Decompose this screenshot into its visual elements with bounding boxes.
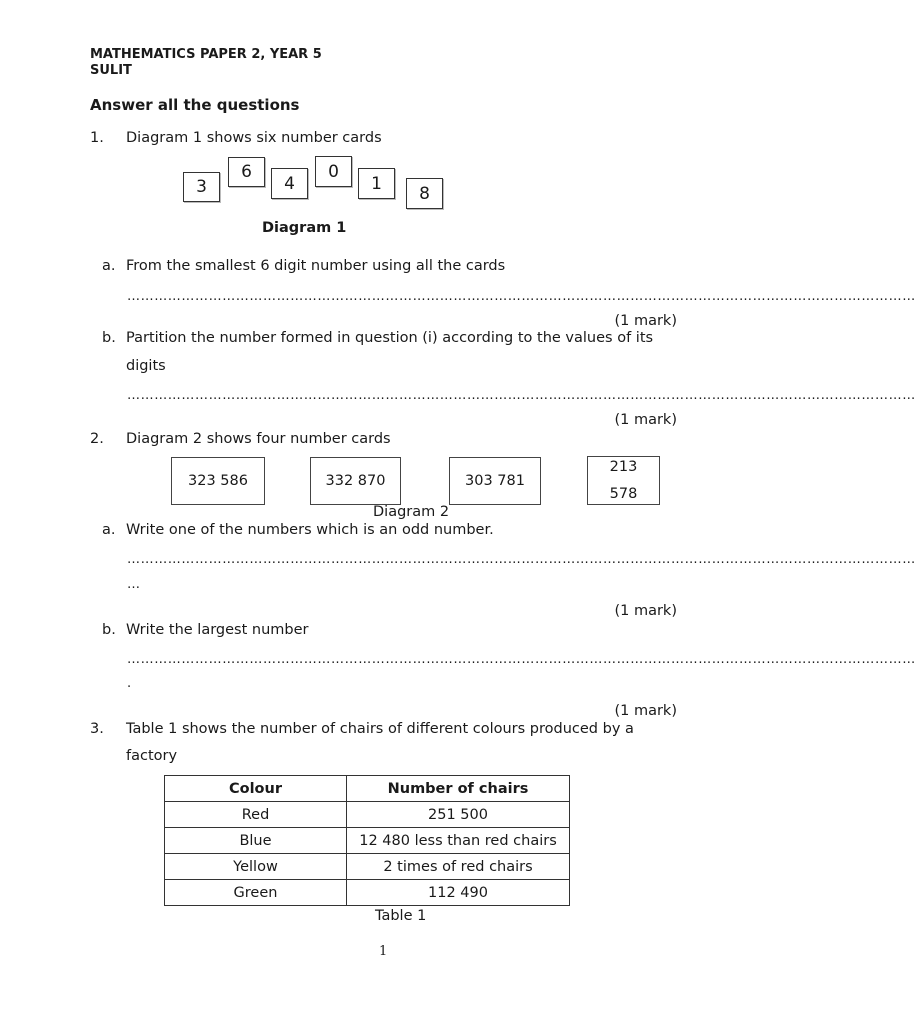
q1b-label: b. xyxy=(102,330,116,346)
answer-line: ………………………………………………………………………………………………………………………………………………………… xyxy=(127,552,916,567)
paper-title: MATHEMATICS PAPER 2, YEAR 5 xyxy=(90,47,322,62)
q1b-text: Partition the number formed in question (i) according to the values of its xyxy=(126,330,654,346)
table-cell: Green xyxy=(165,880,347,906)
number-card xyxy=(587,456,660,505)
q2a-mark: (1 mark) xyxy=(614,603,677,619)
instruction: Answer all the questions xyxy=(90,96,300,114)
number-card: 4 xyxy=(271,168,308,199)
q2a-text: Write one of the numbers which is an odd number. xyxy=(126,522,494,538)
q1-text: Diagram 1 shows six number cards xyxy=(126,130,382,146)
table-cell: 112 490 xyxy=(347,880,570,906)
q3-text-cont: factory xyxy=(126,748,178,764)
table-row xyxy=(165,854,570,880)
q1b-text-cont: digits xyxy=(126,358,166,374)
answer-line: ………………………………………………………………………………………………………………………………………………………… xyxy=(127,289,916,304)
number-card: 6 xyxy=(228,157,265,187)
q1-number: 1. xyxy=(90,130,104,146)
number-card: 8 xyxy=(406,178,443,209)
number-card: 1 xyxy=(358,168,395,199)
number-card: 0 xyxy=(315,156,352,187)
q2a-label: a. xyxy=(102,522,116,538)
q1a-text: From the smallest 6 digit number using all the cards xyxy=(126,258,506,274)
q2-number: 2. xyxy=(90,431,104,447)
q1b-mark: (1 mark) xyxy=(614,412,677,428)
table-1-caption: Table 1 xyxy=(375,908,427,924)
table-cell: 251 500 xyxy=(347,802,570,828)
q1a-mark: (1 mark) xyxy=(614,313,677,329)
table-cell: Yellow xyxy=(165,854,347,880)
table-cell: Blue xyxy=(165,828,347,854)
diagram-2-caption: Diagram 2 xyxy=(373,504,450,520)
number-card: 3 xyxy=(183,172,220,202)
q3-number: 3. xyxy=(90,721,104,737)
chairs-table xyxy=(164,775,570,906)
page-number: 1 xyxy=(379,944,388,959)
diagram-1-caption: Diagram 1 xyxy=(262,220,347,236)
q2b-mark: (1 mark) xyxy=(614,703,677,719)
answer-line-cont: … xyxy=(127,577,140,592)
table-header-row xyxy=(165,776,570,802)
table-cell: 2 times of red chairs xyxy=(347,854,570,880)
number-card: 303 781 xyxy=(449,457,541,505)
number-card: 332 870 xyxy=(310,457,401,505)
table-cell: 12 480 less than red chairs xyxy=(347,828,570,854)
q2-text: Diagram 2 shows four number cards xyxy=(126,431,391,447)
q2b-text: Write the largest number xyxy=(126,622,309,638)
answer-line-cont: . xyxy=(127,676,132,691)
table-row xyxy=(165,880,570,906)
answer-line: ………………………………………………………………………………………………………………………………………………………… xyxy=(127,652,916,667)
card-line: 578 xyxy=(609,485,638,502)
card-line: 213 xyxy=(609,458,638,475)
table-row xyxy=(165,828,570,854)
column-header: Colour xyxy=(165,776,347,802)
table-cell: Red xyxy=(165,802,347,828)
q1a-label: a. xyxy=(102,258,116,274)
table-row xyxy=(165,802,570,828)
number-card: 323 586 xyxy=(171,457,265,505)
q3-text: Table 1 shows the number of chairs of different colours produced by a xyxy=(126,721,634,737)
column-header: Number of chairs xyxy=(347,776,570,802)
answer-line: ………………………………………………………………………………………………………………………………………………………… xyxy=(127,388,916,403)
q2b-label: b. xyxy=(102,622,116,638)
classification-label: SULIT xyxy=(90,63,132,78)
